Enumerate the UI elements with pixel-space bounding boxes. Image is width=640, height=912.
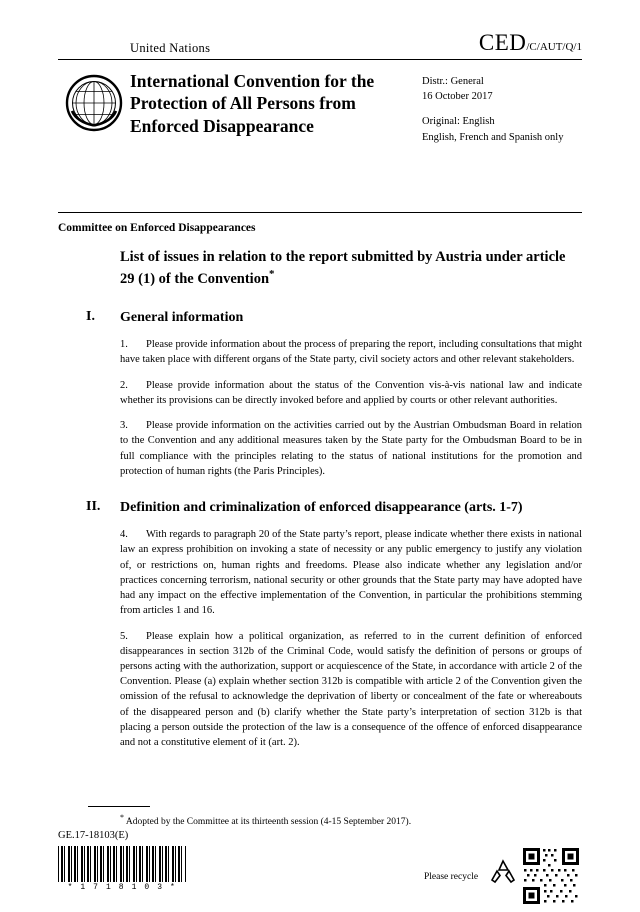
organization-name: United Nations (130, 41, 211, 55)
paragraph-number: 1. (120, 339, 128, 351)
paragraph (120, 337, 582, 367)
document-symbol (479, 30, 582, 57)
recycle-label: Please recycle (424, 872, 479, 882)
paragraph-text: Please provide information about the process of preparing the report, including consultations that might have taken place with different organs of the State party, civil society actors and other relevant stakeholders. (120, 339, 582, 366)
convention-title: International Convention for the Protection of All Persons from Enforced Disappearance (130, 71, 375, 136)
header-bottom-rule (58, 212, 582, 213)
un-emblem-icon (58, 68, 130, 145)
committee-name: Committee on Enforced Disappearances (58, 222, 256, 234)
section-title-2: Definition and criminalization of enforced disappearance (arts. 1-7) (120, 500, 523, 516)
title-block (130, 68, 422, 145)
section-number-1: I. (86, 309, 95, 325)
paragraph-text: Please provide information about the status of the Convention vis-à-vis national law and indicate whether its provisions can be directly invoked before and applied by courts or other relevant authorities. (120, 379, 582, 406)
distribution-label: Distr.: General (422, 76, 484, 87)
barcode (58, 846, 186, 892)
paragraph-text: With regards to paragraph 20 of the State party’s report, please indicate whether there exists in national law an express prohibition on invoking a state of necessity or any public emergency to justify any violation of, or restrictions on, human rights and freedoms. Please also indicate whether any legislation and/or practices concerning terrorism, national security or other grounds that the State party may have adopted have had any impact on the effective implementation of the Convention, in particular the prohibitions stemming from articles 1 and 16. (120, 529, 582, 617)
page-title-footnote-marker: * (269, 268, 275, 281)
available-languages: English, French and Spanish only (422, 131, 564, 143)
document-symbol-suffix: /C/AUT/Q/1 (526, 41, 582, 53)
section-heading-1 (58, 309, 582, 327)
document-header (58, 30, 582, 145)
document-date: 16 October 2017 (422, 91, 493, 103)
section-number-2: II. (86, 499, 101, 515)
paragraph (120, 418, 582, 479)
paragraph-text: Please provide information on the activities carried out by the Austrian Ombudsman Board in relation to the Convention and any additional measures taken by the State party for the Ombudsman Board to be in full compliance with the principles relating to the status of national institutions for the promotion and protection of human rights (the Paris Principles). (120, 420, 582, 477)
footnote (120, 812, 540, 829)
page-title (120, 248, 582, 289)
paragraph-number: 3. (120, 420, 128, 432)
barcode-bars (58, 846, 186, 882)
section-heading-2 (58, 499, 582, 517)
document-body (58, 244, 582, 750)
document-symbol-prefix: CED (478, 30, 527, 55)
paragraph (120, 629, 582, 751)
paragraph-number: 4. (120, 529, 128, 541)
qr-code-icon (520, 845, 582, 907)
original-language: Original: English (422, 116, 495, 128)
recycle-icon (488, 858, 518, 888)
footnote-separator (88, 806, 150, 807)
paragraph (120, 378, 582, 408)
paragraph-number: 5. (120, 630, 128, 642)
header-body (58, 60, 582, 145)
footnote-text: Adopted by the Committee at its thirteenth session (4-15 September 2017). (125, 817, 412, 828)
paragraph-text: Please explain how a political organization, as referred to in the current definition of enforced disappearances in section 312b of the Criminal Code, would satisfy the definition of persons or groups of persons acting with the authorization, support or acquiescence of the State, in accordance with article 2 of the Convention. Please (a) explain whether section 312b is compatible with article 2 of the Convention given the omission of the refusal to acknowledge the deprivation of liberty or concealment of the fate or whereabouts of the disappeared person and (b) clarify whether the State party’s interpretation of section 312b is that placing a person outside the protection of the law is a consequence of the offence of enforced disappearance and not a constitutive element of it (art. 2). (120, 630, 582, 749)
ge-code: GE.17-18103(E) (58, 830, 129, 841)
header-top-line (58, 30, 582, 60)
section-title-1: General information (120, 310, 244, 326)
footnote-marker: * (120, 813, 124, 822)
paragraph-number: 2. (120, 379, 128, 391)
barcode-number: * 1 7 1 8 1 0 3 * (67, 883, 177, 892)
paragraph (120, 527, 582, 618)
distribution-block (422, 68, 582, 145)
page-title-text: List of issues in relation to the report submitted by Austria under article 29 (1) of the Convention (120, 249, 566, 287)
